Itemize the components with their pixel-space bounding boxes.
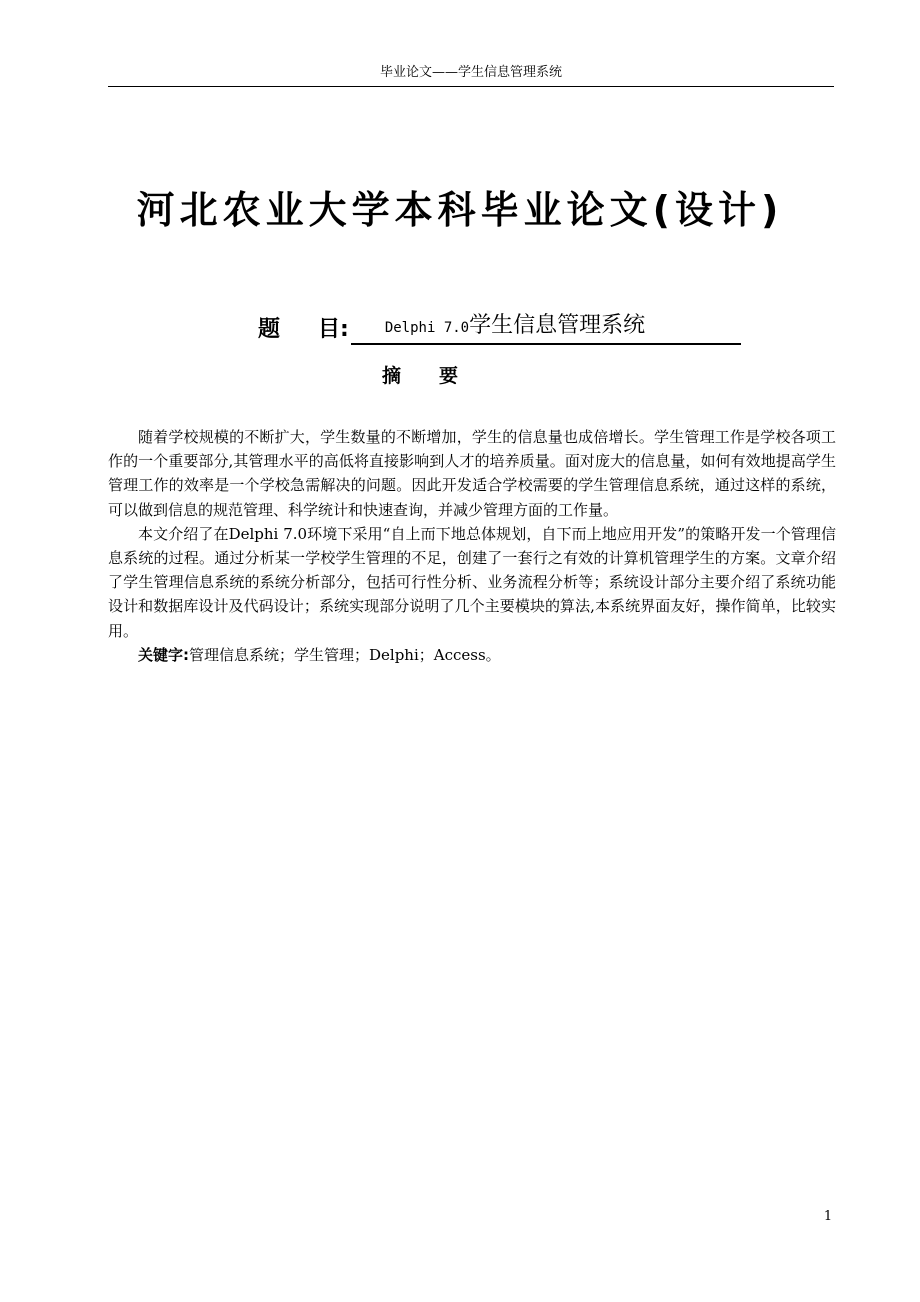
abstract-paragraph-2: 本文介绍了在Delphi 7.0环境下采用“自上而下地总体规划，自下而上地应用开发”的策略开发一个管理信息系统的过程。通过分析某一学校学生管理的不足，创建了一套行之有效的计算机管理学生的方案。文章介绍了学生管理信息系统的系统分析部分，包括可行性分析、业务流程分析等；系统设计部分主要介绍了系统功能设计和数据库设计及代码设计；系统实现部分说明了几个主要模块的算法,本系统界面友好，操作简单，比较实用。 (108, 524, 836, 640)
thesis-title: 河北农业大学本科毕业论文(设计) (136, 188, 784, 232)
abstract-heading: 摘 要 (382, 365, 459, 387)
abstract-paragraph-1: 随着学校规模的不断扩大，学生数量的不断增加，学生的信息量也成倍增长。学生管理工作是学校各项工作的一个重要部分,其管理水平的高低将直接影响到人才的培养质量。面对庞大的信息量，如何有效地提高学生管理工作的效率是一个学校急需解决的问题。因此开发适合学校需要的学生管理信息系统，通过这样的系统，可以做到信息的规范管理、科学统计和快速查询，并减少管理方面的工作量。 (108, 428, 836, 519)
keywords-line (108, 643, 836, 667)
keywords-value: 管理信息系统；学生管理；Delphi；Access。 (189, 645, 501, 664)
subject-value-latin: Delphi 7.0 (384, 320, 470, 336)
subject-label (258, 315, 349, 345)
running-header (108, 64, 834, 87)
subject-label-part2: 目: (318, 317, 349, 342)
subject-value (351, 311, 741, 345)
subject-label-part1: 题 (258, 317, 281, 342)
page-number: 1 (823, 1209, 833, 1224)
subject-value-cjk: 学生信息管理系统 (469, 313, 646, 338)
subject-row (258, 311, 741, 343)
abstract-body (108, 425, 836, 667)
running-header-title: 毕业论文——学生信息管理系统 (379, 65, 562, 80)
keywords-label: 关键字: (138, 645, 189, 664)
